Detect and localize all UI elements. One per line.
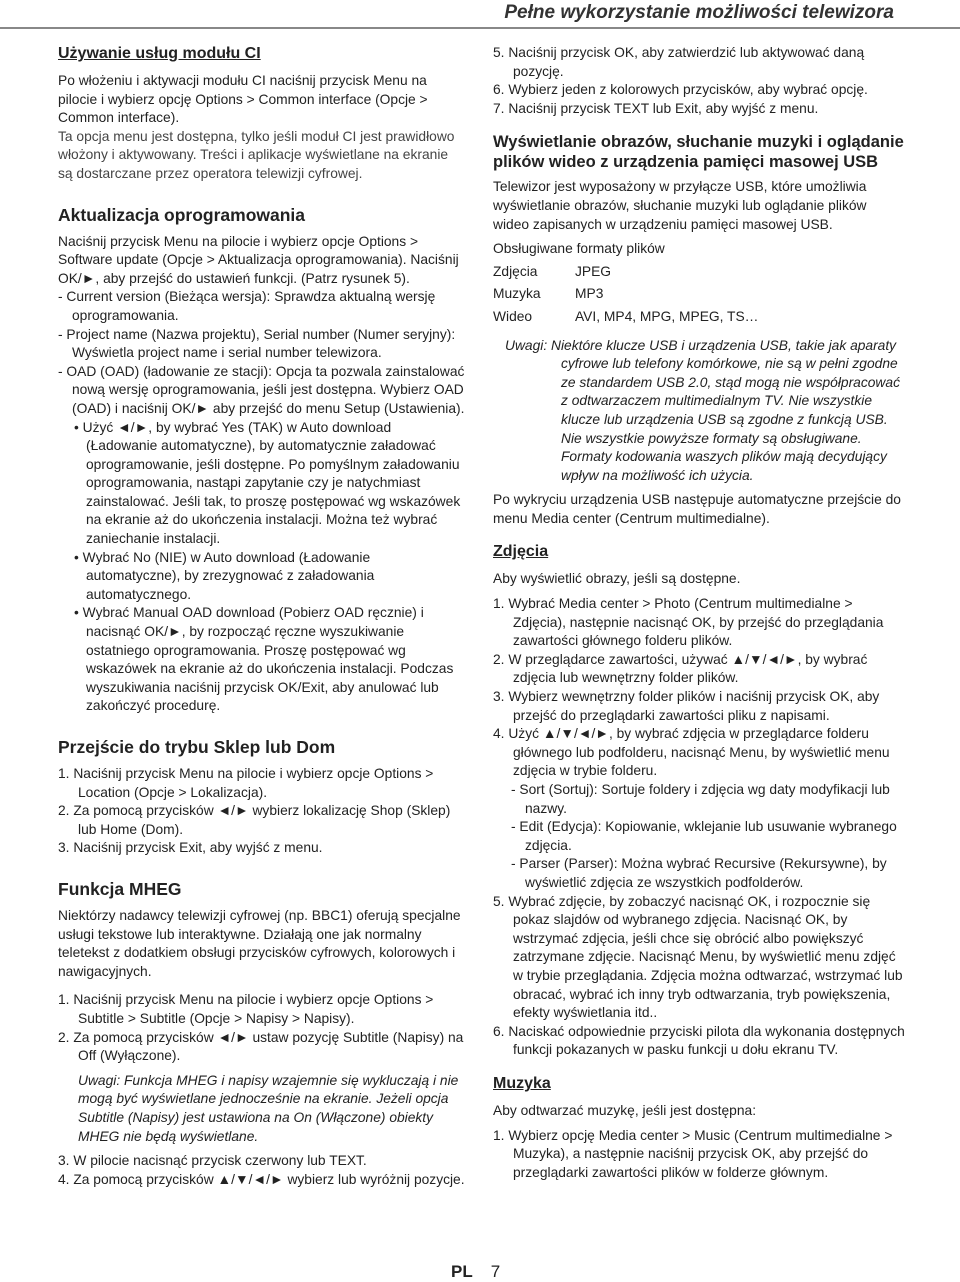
shop-step-3: 3. Naciśnij przycisk Exit, aby wyjść z menu. bbox=[58, 840, 323, 856]
usb-note: Uwagi: Niektóre klucze USB i urządzenia USB, takie jak aparaty cyfrowe lub telefony komórkowe, nie są w pełni zgodne ze standardem USB 2.0, stąd mogą nie współpracować z odtwarzaczem multimedialnym TV. Nie wszystkie klucze lub urządzenia USB są zgodne z funkcją USB. Nie wszystkie powyższe formaty są obsługiwane. Formaty kodowania waszych plików mają decydujący wpływ na możliwość ich użycia. bbox=[505, 337, 900, 483]
usb-detect-paragraph: Po wykryciu urządzenia USB następuje automatyczne przejście do menu Media center (Centrum multimedialne). bbox=[493, 492, 901, 526]
format-value: JPEG bbox=[575, 263, 612, 279]
left-column bbox=[58, 44, 466, 1189]
music-intro: Aby odtwarzać muzykę, jeśli jest dostępna: bbox=[493, 1102, 757, 1118]
format-name: Zdjęcia bbox=[493, 263, 538, 279]
mheg-note: Uwagi: Funkcja MHEG i napisy wzajemnie się wykluczają i nie mogą być wyświetlane jednocześnie na ekranie. Jeżeli opcja Subtitle (Napisy) jest ustawiona na On (Włączone) obiekty MHEG nie będą wyświetlane. bbox=[78, 1072, 459, 1144]
shop-step-2: 2. Za pomocą przycisków ◄/► wybierz lokalizację Shop (Sklep) lub Home (Dom). bbox=[58, 803, 451, 837]
photo-step-1: 1. Wybrać Media center > Photo (Centrum multimedialne > Zdjęcia), następnie nacisnąć OK, by przejść do przeglądania zawartości głównego folderu plików. bbox=[493, 596, 884, 649]
formats-table bbox=[493, 263, 905, 327]
format-name: Muzyka bbox=[493, 286, 541, 302]
music-step-1: 1. Wybierz opcję Media center > Music (Centrum multimedialne > Muzyka), a następnie naciśnij przycisk OK, aby przejść do przeglądarki zawartości plików w folderze głównym. bbox=[493, 1127, 893, 1180]
photo-heading: Zdjęcia bbox=[493, 543, 549, 561]
photo-step-5: 5. Wybrać zdjęcie, by zobaczyć nacisnąć OK, i rozpocznie się pokaz slajdów od wybranego zdjęcia. Nacisnąć OK, by wstrzymać zdjęcia, jeśli chce się obrócić albo powiększyć zatrzymane zdjęcie. Nacisnąć Menu, by wyświetlić menu zdjęć w trybie przeglądania. Zdjęcia można odtwarzać, wstrzymać lub obracać, wybrać ich inny tryb odtwarzania, tryb powiększenia, efekty wyświetlania itd.. bbox=[493, 893, 903, 1021]
page-number: 7 bbox=[490, 1262, 501, 1281]
shop-home-heading: Przejście do trybu Sklep lub Dom bbox=[58, 737, 336, 757]
photo-sort-item: - Sort (Sortuj): Sortuje foldery i zdjęcia wg daty modyfikacji lub nazwy. bbox=[511, 782, 890, 816]
menu-step-7: 7. Naciśnij przycisk TEXT lub Exit, aby wyjść z menu. bbox=[493, 100, 819, 116]
shop-step-1: 1. Naciśnij przycisk Menu na pilocie i wybierz opcje Options > Location (Opcje > Lokalizacja). bbox=[58, 766, 434, 800]
photo-step-6: 6. Naciskać odpowiednie przyciski pilota dla wykonania dostępnych funkcji pokazanych w pasku funkcji u dołu ekranu TV. bbox=[493, 1023, 905, 1058]
manual-oad-bullet: • Wybrać Manual OAD download (Pobierz OAD ręcznie) i nacisnąć OK/►, by rozpocząć ręczne wyszukiwanie ostatniego oprogramowania. Proszę postępować wg wskazówek na ekranie aż do ukończenia instalacji. Podczas wyszukiwania naciśnij przycisk OK/Exit, aby anulować lub zakończyć procedurę. bbox=[74, 605, 454, 714]
project-name-item: - Project name (Nazwa projektu), Serial number (Numer seryjny): Wyświetla project name i serial number telewizora. bbox=[58, 326, 456, 361]
mheg-step-3: 3. W pilocie nacisnąć przycisk czerwony lub TEXT. bbox=[58, 1153, 367, 1169]
menu-step-6: 6. Wybierz jeden z kolorowych przycisków, aby wybrać opcję. bbox=[493, 82, 868, 98]
photo-step-2: 2. W przeglądarce zawartości, używać ▲/▼/◄/►, by wybrać zdjęcia lub wewnętrzny folder plików. bbox=[493, 651, 868, 686]
menu-step-5: 5. Naciśnij przycisk OK, aby zatwierdzić lub aktywować daną pozycję. bbox=[493, 45, 865, 79]
language-code: PL bbox=[451, 1262, 473, 1281]
photo-edit-item: - Edit (Edycja): Kopiowanie, wklejanie lub usuwanie wybranego zdjęcia. bbox=[511, 819, 897, 853]
format-value: AVI, MP4, MPG, MPEG, TS… bbox=[575, 308, 759, 324]
header-title: Pełne wykorzystanie możliwości telewizora bbox=[504, 2, 894, 23]
ci-paragraph-1: Po włożeniu i aktywacji modułu CI naciśnij przycisk Menu na pilocie i wybierz opcję Options > Common interface (Opcje > Common interface). bbox=[58, 73, 428, 126]
photo-step-4: 4. Użyć ▲/▼/◄/►, by wybrać zdjęcia w przeglądarce folderu głównego lub podfolderu, nacisnąć Menu, by wyświetlić menu zdjęcia w trybie folderu. bbox=[493, 726, 890, 779]
auto-download-yes-bullet: • Użyć ◄/►, by wybrać Yes (TAK) w Auto download (Ładowanie automatyczne), by automatycznie załadować oprogramowanie, jeśli dostępne. Po pomyślnym załadowaniu oprogramowania, nastąpi zapytanie czy je natychmiast zainstalować. Jeśli tak, to proszę postępować wg wskazówek na ekranie aż do ukończenia instalacji. Można też wybrać zaniechanie instalacji. bbox=[74, 419, 461, 547]
music-heading: Muzyka bbox=[493, 1074, 551, 1092]
formats-label: Obsługiwane formaty plików bbox=[493, 241, 665, 257]
mheg-step-4: 4. Za pomocą przycisków ▲/▼/◄/► wybierz lub wyróżnij pozycje. bbox=[58, 1171, 465, 1187]
page-header bbox=[0, 0, 960, 30]
mheg-paragraph: Niektórzy nadawcy telewizji cyfrowej (np. BBC1) oferują specjalne usługi tekstowe lub interaktywne. Działają one jak normalny teletekst z dodatkiem obsługi przycisków cyfrowych, kolorowych i nawigacyjnych. bbox=[58, 907, 461, 979]
photo-parser-item: - Parser (Parser): Można wybrać Recursive (Rekursywne), by wyświetlić zdjęcia ze wszystkich podfolderów. bbox=[511, 856, 887, 890]
software-update-paragraph: Naciśnij przycisk Menu na pilocie i wybierz opcje Options > Software update (Opcje > Aktualizacja oprogramowania). Naciśnij OK/►, aby przejść do ustawień funkcji. (Patrz rysunek 5). bbox=[58, 233, 459, 286]
ci-heading: Używanie usług modułu CI bbox=[58, 45, 261, 62]
software-update-heading: Aktualizacja oprogramowania bbox=[58, 204, 306, 225]
photo-intro: Aby wyświetlić obrazy, jeśli są dostępne. bbox=[493, 571, 741, 587]
right-column bbox=[493, 44, 905, 1182]
header-rule bbox=[0, 27, 960, 29]
mheg-step-1: 1. Naciśnij przycisk Menu na pilocie i wybierz opcje Options > Subtitle > Subtitle (Opcje > Napisy > Napisy). bbox=[58, 992, 434, 1026]
mheg-heading: Funkcja MHEG bbox=[58, 878, 182, 899]
page-footer bbox=[451, 1262, 500, 1282]
photo-step-3: 3. Wybierz wewnętrzny folder plików i naciśnij przycisk OK, aby przejść do przeglądarki zawartości pliku z napisami. bbox=[493, 689, 880, 723]
oad-item: - OAD (OAD) (ładowanie ze stacji): Opcja ta pozwala zainstalować nową wersję oprogramowania, jeśli jest dostępna. Wybierz OAD (OAD) i naciśnij OK/► aby przejść do menu Setup (Ustawienia). bbox=[58, 363, 465, 416]
ci-paragraph-2: Ta opcja menu jest dostępna, tylko jeśli moduł CI jest prawidłowo włożony i aktywowany. Treści i aplikacje wyświetlane na ekranie są dostarczane przez operatora telewizji cyfrowej. bbox=[58, 128, 455, 181]
mheg-step-2: 2. Za pomocą przycisków ◄/► ustaw pozycję Subtitle (Napisy) na Off (Wyłączone). bbox=[58, 1029, 464, 1064]
usb-paragraph: Telewizor jest wyposażony w przyłącze USB, które umożliwia wyświetlanie obrazów, słuchanie muzyki lub oglądanie plików wideo zapisanych w urządzeniu pamięci masowej USB. bbox=[493, 179, 867, 232]
format-name: Wideo bbox=[493, 308, 533, 324]
auto-download-no-bullet: • Wybrać No (NIE) w Auto download (Ładowanie automatyczne), by zrezygnować z załadowania automatycznego. bbox=[74, 549, 375, 602]
format-value: MP3 bbox=[575, 286, 604, 302]
current-version-item: - Current version (Bieżąca wersja): Sprawdza aktualną wersję oprogramowania. bbox=[58, 289, 436, 323]
usb-heading: Wyświetlanie obrazów, słuchanie muzyki i oglądanie plików wideo z urządzenia pamięci masowej USB bbox=[493, 133, 904, 172]
